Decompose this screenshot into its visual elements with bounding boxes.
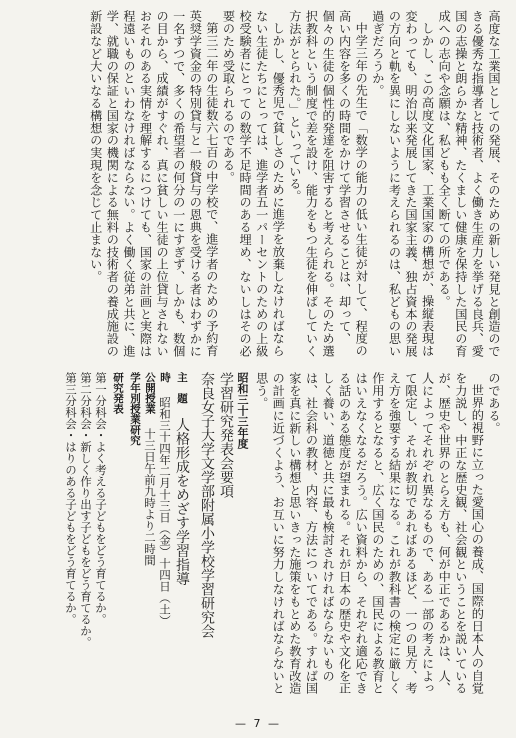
paragraph: しかし、この高度文化国家、工業国家の構想が、操縦表現は変わっても、明治以来発展してきた国家主義、独占資本の発展の方向と軌を異にしないように考えられるのは、私どもの思い過ぎだろうか。 — [370, 10, 435, 358]
grade-research-label: 学年別授業研究 — [129, 372, 141, 446]
subcommittee-3: 第三分科会・はりのある子どもをどう育てるか。 — [64, 372, 78, 625]
date-text: 昭和三十四年二月十三日（金）十四日（土） — [158, 396, 172, 627]
announcement-box — [40, 372, 250, 690]
open-class-label: 公開授業 — [144, 372, 156, 414]
paragraph: しかし、優秀児で貧しさのために進学を放棄しなければならない生徒たちにとっては、進学者五一パーセントのための上級校受験者にとっての数学不足時間のある埋め、ないしはその必要のため受取られるのである。 — [221, 10, 286, 358]
theme-text: 人格形成をめざす学習指導 — [174, 417, 190, 586]
research-presentation-label: 研究発表 — [112, 372, 124, 414]
theme-label: 主 題 — [176, 372, 188, 404]
paragraph: 中学三年の先生で「数学の能力の低い生徒が対して、程度の高い内容を多くの時間をかけて学習させることは、却って、個々の生徒の個性的発達を阻害すると考えられる。そのため選択教科という制度で差を設け、能力をもつ生徒を伸ばしていく方法がとられた。」といっている。 — [287, 10, 369, 358]
paragraph: 高度な工業国としての発展、そのための新しい発見と創造のできる優秀な指導者と技術者、よく働き生産力を挙げる良兵、愛国の志操と朗らかな精神、たくましい健康を保持した国民の育成への志向や念願は、私どもも全く断ての所である。 — [437, 10, 501, 358]
date-label: 時 — [159, 372, 171, 383]
subcommittee-2: 第二分科会・新しく作り出す子どもをどう育てるか。 — [79, 372, 93, 648]
announcement-title: 学習研究発表会要項 — [218, 372, 234, 498]
body-text-lower — [254, 372, 502, 702]
announcement-era: 昭和三十三年度 — [236, 372, 249, 449]
open-class-time: 十三日午前九時より二時間 — [143, 428, 157, 566]
page-number: — 7 — — [235, 717, 281, 730]
announcement-organizer: 奈良女子大学文学部附属小学校学習研究会 — [199, 372, 215, 638]
paragraph: 世界的視野に立った愛国心の養成、国際的日本人の自覚を力説し、中正な歴史観、社会観ということを説いているが、歴史や世界のとらえ方も、何が中正であるかは、人、人によってそれぞれ異なるもので、ある一部の考えによって限定し、それが教切であればあるほど、一つの見方、考え方を強要する結果になる。これが教科書の検定に厳しく作用するとなると、広く国民のための、国民による教育とはいえなくなるだろう。広い資料から、それぞれ適応できる話のある態度が望まれる。それが日本の歴史や文化を正しく養い、道徳と共に最も検討されければならないものは、社会科の教材、内容、方法についてである。すれば国家を真に新しい構想と思いきった施策をもとめた教育改造の計画に近づくよう、お互いに努力しなければならないと思う。 — [254, 372, 485, 695]
body-text-upper — [16, 10, 502, 365]
paragraph: のである。 — [487, 372, 501, 434]
paragraph: 第三二年の生徒数六七百の中学校で、進学者のための予約育英奨学資金の特別貸与と一般貸与の恩典を受ける者はわずかに一名すつで、多くの希望者の何分の一にすぎず、しかも、数個の目から、成績がすぐれ、真に貧しい生徒の上位貸与されないおそれのある実情を理解するにつけても、国家の計画と実際は程遠いものといわなければならない。よく働く従弟と共に、進学、就職の保証と国家の機関による無料の技術者の養成施設の新設など大いなる構想の実現を念じて止まない。 — [88, 10, 219, 358]
subcommittee-1: 第一分科会・よく考える子どもをどう育てるか。 — [94, 372, 108, 625]
